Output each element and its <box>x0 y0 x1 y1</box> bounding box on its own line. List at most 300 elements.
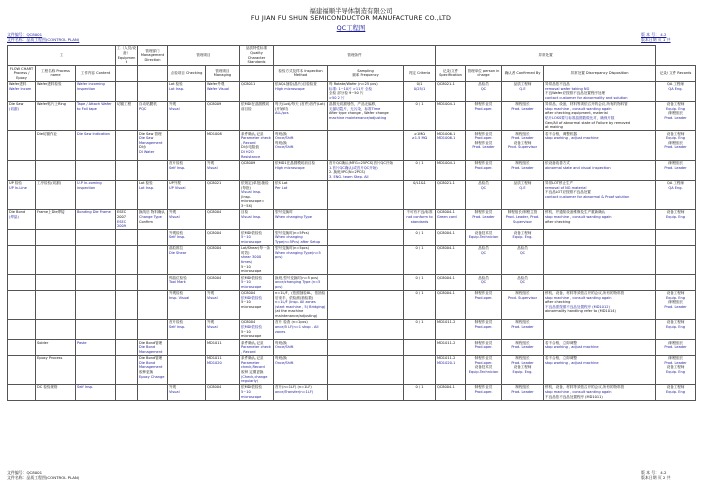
disposal-cell <box>544 355 656 384</box>
disposal-cell-line: 不良品需按照不良品处置程序 (MD1012) <box>545 304 610 309</box>
person-cell <box>466 290 502 319</box>
criteria-cell <box>404 290 436 319</box>
process-name-cell <box>36 180 76 209</box>
quality-std-cell-line: 5~10 microscope <box>241 235 262 244</box>
disposal-cell-line: 不良Wafer应按照不良品处置程序处理 <box>545 91 606 96</box>
sampling-cell <box>328 275 404 291</box>
spec-cell <box>436 245 466 274</box>
flow-cell <box>8 385 36 401</box>
confirmed-cell-line: Prod. Leader <box>511 360 534 365</box>
quality-std-cell-line: Parameter check,Record <box>241 360 265 370</box>
spec-cell-line: QC8021-1 <box>437 181 455 186</box>
equipment-cell <box>116 81 138 101</box>
flow-chart-header: FLOW CHART Process / Epoxy <box>8 66 36 82</box>
remark-cell-line: Equip. Eng <box>666 106 686 111</box>
managing-cell <box>206 320 240 340</box>
checking-cell <box>168 385 206 401</box>
inspection-cell-line: 每班/换 <box>275 140 287 145</box>
checking-cell <box>168 320 206 340</box>
sampling-cell <box>328 245 404 274</box>
criteria-cell <box>404 245 436 274</box>
inspection-cell-line: 每班/换 <box>275 356 287 361</box>
quality-std-cell <box>240 210 274 230</box>
person-cell <box>466 180 502 209</box>
group-abnormal-header: 异常处置 <box>436 46 656 66</box>
quality-std-cell-line: 依MDI依检验 <box>241 275 263 280</box>
person-cell-line: QC <box>480 86 487 91</box>
spec-cell-line: MD1006-1 <box>437 136 456 141</box>
control-plan-table <box>7 45 696 401</box>
sampling-cell-line: >50 2 片 <box>329 95 345 100</box>
process-name-cell-line: Frame上Die焊接 <box>37 210 65 215</box>
document-title: QC工程图 <box>336 24 366 32</box>
inspection-cell-line: once/5 LF(n=1 shop . All zones <box>275 325 319 334</box>
process-name-cell <box>36 355 76 384</box>
remark-cell-line: 设备工程师 <box>666 365 685 370</box>
criteria-cell-line: 0/L1&1 <box>413 181 426 186</box>
disposal-cell-line: stop working , adjust machine <box>545 136 599 141</box>
remark-cell <box>656 230 696 246</box>
remark-cell <box>656 131 696 160</box>
confirmed-cell-line: 制程组长 <box>515 320 530 325</box>
mgmt-dept-cell <box>138 160 168 180</box>
process-name-cell-line: Epoxy Process <box>37 356 63 361</box>
mgmt-dept-cell <box>138 290 168 319</box>
process-name-cell-line: Solder <box>37 340 49 345</box>
mgmt-dept-cell-line: Die Bond管理 <box>139 340 163 345</box>
work-content-cell <box>76 210 116 230</box>
person-cell <box>466 340 502 356</box>
criteria-cell-line: 0/1 <box>416 82 423 87</box>
mgmt-dept-cell <box>138 131 168 160</box>
quality-std-cell-line: (Insp. microscope= 3~5X) <box>241 194 265 209</box>
remark-cell-line: Prod. Leader <box>664 116 687 121</box>
disposal-cell-line: after checking,equipment, material <box>545 111 608 116</box>
equipment-cell <box>116 210 138 230</box>
confirmed-cell <box>502 245 544 274</box>
criteria-cell-line: 0 / 1 <box>415 246 424 251</box>
mgmt-dept-cell-line: DI水 <box>139 145 147 150</box>
managing-cell-line: Wafer Visual <box>207 86 230 91</box>
table-column-header <box>8 66 696 82</box>
header-file-name: 文件名称：品质工程图(CONTROL PLAN) <box>7 37 80 42</box>
quality-std-cell-line: 条件确认,记录 <box>241 356 264 361</box>
checking-cell <box>168 81 206 101</box>
person-cell-line: 品检员 <box>478 181 489 186</box>
confirmed-header: 确认者 Confirmed By <box>502 66 544 82</box>
quality-std-cell-line: (Check,change regularly) <box>241 374 268 384</box>
person-cell <box>466 355 502 384</box>
equipment-cell <box>116 340 138 356</box>
spec-cell <box>436 131 466 160</box>
group-process-header: 工 <box>8 46 116 66</box>
quality-std-cell-line: QC8004 <box>241 291 256 296</box>
spec-cell-line: MD1020-1 <box>437 360 456 365</box>
spec-cell <box>436 340 466 356</box>
person-cell-line: QC <box>480 280 487 285</box>
confirmed-cell-line: 设备工程师 <box>513 140 532 145</box>
spec-cell <box>436 101 466 130</box>
inspection-cell <box>274 320 328 340</box>
inspection-cell-line: When changing Type <box>275 215 312 220</box>
flow-cell <box>8 81 36 101</box>
confirmed-cell-line: 制程组长/制程主管 <box>507 210 538 215</box>
criteria-cell-line: ≥1MΩ <box>414 131 426 136</box>
person-cell-line: Prod.oper. <box>474 165 493 170</box>
inspection-cell-line: Once/Shift <box>275 360 294 365</box>
person-cell-line: Prod.oper. <box>474 360 493 365</box>
person-cell-line: 制程作业员 <box>474 160 493 165</box>
work-content-cell <box>76 230 116 246</box>
equipment-cell <box>116 245 138 274</box>
checking-cell <box>168 131 206 160</box>
person-cell-line: 品检员 <box>478 275 489 280</box>
process-name-cell-line: Die切割作业 <box>37 131 58 136</box>
confirmed-cell-line: Prod. Leader, Prod. Supervisor <box>505 215 540 224</box>
confirmed-cell <box>502 230 544 246</box>
checking-header: 点检项目 Checking <box>168 66 206 82</box>
work-content-cell-line: U.P In-coming inspection <box>77 181 102 190</box>
confirmed-cell-line: 制程组长 <box>515 131 530 136</box>
work-content-cell <box>76 160 116 180</box>
managing-cell-line: Visual <box>207 325 218 330</box>
sampling-cell-line: 每 Rotate/Wafer (n=25 pcs) <box>329 82 378 87</box>
mgmt-dept-cell-line: Lot Insp. <box>139 185 155 190</box>
quality-std-cell <box>240 81 274 101</box>
inspection-cell <box>274 290 328 319</box>
spec-cell <box>436 230 466 246</box>
disposal-cell <box>544 101 656 130</box>
quality-std-cell-line: 5~10 microscope <box>241 390 262 399</box>
remark-cell-line: Prod. Leader <box>664 145 687 150</box>
confirmed-cell-line: 品检员 <box>517 246 528 251</box>
sampling-cell-line: 全检 部分检 9~50 片 <box>329 91 364 96</box>
table-row <box>8 180 696 209</box>
table-row <box>8 81 696 101</box>
flow-cell <box>8 230 36 246</box>
quality-std-cell-line: 5~10 microscope <box>241 300 262 309</box>
inspection-cell-line: 型号变换时(n=5pcs) <box>275 246 310 251</box>
sampling-cell-line: 标准: 1~10片 >11片 全检 <box>329 86 373 91</box>
quality-std-cell <box>240 160 274 180</box>
criteria-cell-line: 0 / 1 <box>415 230 424 235</box>
remark-cell-line: /制程组长 <box>667 160 684 165</box>
managing-cell-line: MD1011 <box>207 340 222 345</box>
checking-cell-line: 外观 <box>169 385 177 390</box>
criteria-cell <box>404 81 436 101</box>
criteria-cell-line: 0 / 1 <box>415 291 424 296</box>
spec-cell-line: MD1004-1 <box>437 102 456 107</box>
work-content-cell <box>76 101 116 130</box>
person-cell-line: Prod.oper. <box>474 345 493 350</box>
checking-cell <box>168 210 206 230</box>
sampling-cell-line: 首片QC确认(MFG=25PCS)首片QC开始 <box>329 160 393 165</box>
checking-cell <box>168 230 206 246</box>
remark-cell-line: Equip. Eng <box>666 215 686 220</box>
confirmed-cell-line: 品质工程师 <box>513 181 532 186</box>
confirmed-cell <box>502 81 544 101</box>
remark-cell-line: 设备工程师 <box>666 131 685 136</box>
table-row <box>8 385 696 401</box>
inspection-cell-line: When changing Type(n=5 pcs) <box>275 250 321 260</box>
sampling-cell <box>328 290 404 319</box>
remark-cell-line: /制程组长 <box>667 340 684 345</box>
process-name-cell-line: Wafer进料检验 <box>37 82 62 87</box>
quality-std-cell <box>240 180 274 209</box>
spec-cell <box>436 275 466 291</box>
confirmed-cell-line: 制程组长 <box>515 385 530 390</box>
quality-std-cell-line: 目检 <box>241 210 249 215</box>
flow-cell <box>8 275 36 291</box>
checking-cell-line: 外观检验 <box>169 291 184 296</box>
checking-cell-line: Insp. Visual <box>169 295 190 300</box>
checking-cell-line: Self Insp. <box>169 325 186 330</box>
inspection-cell-line: Once/Shift <box>275 145 294 150</box>
managing-cell-line: 外观 <box>207 291 215 296</box>
equipment-cell-line: ESEC 2007 <box>117 210 127 220</box>
quality-std-cell <box>240 340 274 356</box>
header-version: 版 本 号： 4.2 <box>641 32 667 37</box>
spec-cell-line: MD1006-1 <box>437 131 456 136</box>
flow-cell-line: Wafer进料 <box>9 82 27 87</box>
work-content-cell <box>76 290 116 319</box>
remark-cell <box>656 320 696 340</box>
checking-cell <box>168 160 206 180</box>
quality-std-cell <box>240 131 274 160</box>
checking-cell-line: 外观 <box>169 102 177 107</box>
table-row <box>8 290 696 319</box>
mgmt-dept-cell <box>138 340 168 356</box>
managing-cell-line: QC8004 <box>207 385 222 390</box>
checking-cell-line: Tool Mark <box>169 280 186 285</box>
spec-cell-line: MD1004-1 <box>437 160 456 165</box>
inspection-cell <box>274 180 328 209</box>
checking-cell-line: Self Insp. <box>169 165 186 170</box>
disposal-cell-line: 不良品LOT应按照不良品处置 <box>545 190 591 195</box>
checking-cell-line: UP Visual <box>169 185 186 190</box>
person-cell <box>466 160 502 180</box>
person-cell-line: Prod.oper. <box>474 325 493 330</box>
confirmed-cell-line: Q.E <box>519 86 526 91</box>
process-name-cell <box>36 160 76 180</box>
group-check-header: 管理条件 <box>274 46 436 66</box>
spec-cell <box>436 180 466 209</box>
footer-version: 版 本 号： 4.2 <box>641 470 667 475</box>
person-cell <box>466 230 502 246</box>
confirmed-cell-line: 品质工程师 <box>513 82 532 87</box>
person-cell-line: 制程作业员 <box>474 385 493 390</box>
inspection-cell <box>274 101 328 130</box>
flow-cell <box>8 340 36 356</box>
quality-std-cell-line: 5~10 microscope <box>241 280 262 289</box>
managing-cell <box>206 160 240 180</box>
disposal-cell-line: 若不合格，立即调整 <box>545 356 577 361</box>
spec-cell <box>436 355 466 384</box>
managing-cell-line: QC8021 <box>207 181 222 186</box>
remark-header: 记录/ 文件 Records <box>656 66 696 82</box>
person-cell-line: 品检员 <box>478 246 489 251</box>
spec-cell-line: MD1011-2 <box>437 356 456 361</box>
spec-cell <box>436 290 466 319</box>
footer-file-info <box>7 470 79 480</box>
sampling-cell-line: 2. 换班/IPC(N=2PCS) <box>329 170 365 175</box>
spec-cell <box>436 385 466 401</box>
equipment-cell <box>116 385 138 401</box>
spec-cell-line: MD1011-2 <box>437 320 456 325</box>
managing-cell-line: 外观 <box>207 160 215 165</box>
header-version-info <box>641 32 671 42</box>
group-person-header: 管理项目 <box>168 46 240 66</box>
criteria-cell <box>404 275 436 291</box>
remark-cell-line: 设备工程师 <box>666 291 685 296</box>
confirmed-cell-line: 制程组长 <box>515 340 530 345</box>
work-content-cell <box>76 180 116 209</box>
checking-cell-line: Visual <box>169 106 180 111</box>
person-cell-line: Prod.oper. <box>474 295 493 300</box>
work-content-cell <box>76 320 116 340</box>
disposal-header: 异常处置 Discrepancy Disposition <box>544 66 656 82</box>
work-content-cell <box>76 245 116 274</box>
table-row <box>8 340 696 356</box>
equipment-cell <box>116 180 138 209</box>
disposal-cell-line: 异常品，设备，材料等须依召开的会议,所有的物料管 <box>545 102 628 107</box>
confirmed-cell-line: Prod. Leader <box>511 345 534 350</box>
inspection-cell <box>274 230 328 246</box>
remark-cell-line: Prod. Leader <box>664 165 687 170</box>
flow-cell <box>8 160 36 180</box>
disposal-cell-line: 异常LOT停止生产 <box>545 181 574 186</box>
process-name-cell <box>36 385 76 401</box>
disposal-cell <box>544 180 656 209</box>
remark-cell-line: QA Eng. <box>668 185 683 190</box>
disposal-cell <box>544 290 656 319</box>
confirmed-cell <box>502 290 544 319</box>
person-cell-line: Equip.Technician <box>468 235 499 240</box>
person-cell-line: 制程作业员 <box>474 140 493 145</box>
checking-cell-line: Lot Insp. <box>169 86 185 91</box>
work-content-cell <box>76 275 116 291</box>
work-content-cell <box>76 81 116 101</box>
remark-cell-line: /制程组长 <box>667 356 684 361</box>
spec-cell-line: QC8004-1 <box>437 291 455 296</box>
spec-cell-line: QC8004-1 <box>437 385 455 390</box>
disposal-cell <box>544 210 656 230</box>
process-name-cell <box>36 81 76 101</box>
header-page: 版本日期 页 1 共 <box>641 37 671 42</box>
confirmed-cell-line: Prod. Leader <box>511 136 534 141</box>
inspection-header: 检验方式及样本 Inspection Method <box>274 66 328 82</box>
person-cell-line: Prod.oper. <box>474 136 493 141</box>
process-name-cell <box>36 320 76 340</box>
table-row <box>8 101 696 130</box>
disposal-cell <box>544 160 656 180</box>
equipment-cell <box>116 355 138 384</box>
inspection-cell-line: (at the machine maintenance/adjusting) <box>275 309 318 319</box>
criteria-cell <box>404 385 436 401</box>
company-name-en: FU JIAN FU SHUN SEMICONDUCTOR MANUFACTURE CO.,LTD <box>250 14 452 22</box>
person-cell <box>466 385 502 401</box>
criteria-cell <box>404 101 436 130</box>
work-content-cell-line: Wafer incoming inspection <box>77 82 105 91</box>
managing-cell <box>206 101 240 130</box>
remark-cell-line: QA Eng. <box>668 86 683 91</box>
equipment-cell-line: 切割工程 <box>117 102 132 107</box>
checking-cell-line: 外观 <box>169 210 177 215</box>
disposal-cell-line: stop working , adjust machine <box>545 345 599 350</box>
managing-cell <box>206 210 240 230</box>
sampling-cell <box>328 131 404 160</box>
confirmed-cell <box>502 275 544 291</box>
confirmed-cell <box>502 101 544 130</box>
spec-cell <box>436 81 466 101</box>
person-cell-line: QC <box>480 185 487 190</box>
inspection-cell <box>274 210 328 230</box>
mgmt-dept-header: 管理部门 Management Direction <box>138 46 168 66</box>
mgmt-dept-cell-line: Die Bond管理 <box>139 356 163 361</box>
checking-cell-line: Lot 检验 <box>169 82 183 87</box>
equipment-cell <box>116 230 138 246</box>
managing-cell <box>206 355 240 384</box>
table-row <box>8 210 696 230</box>
criteria-cell-line: 不可有不良/标准 <box>406 210 433 215</box>
checking-cell <box>168 355 206 384</box>
inspection-cell-line: 首片 检查 (n=1pcs) <box>275 320 308 325</box>
table-row <box>8 230 696 246</box>
process-name-cell <box>36 340 76 356</box>
confirmed-cell-line: Equip. Eng. <box>512 235 533 240</box>
equipment-header: 工（人员/设备）Equipment <box>117 46 136 65</box>
managing-cell <box>206 340 240 356</box>
criteria-cell-line: 0 / 1 <box>415 320 424 325</box>
remark-cell-line: Equip. Eng <box>666 369 686 374</box>
spec-cell-line: QC8004-1 <box>437 210 455 215</box>
inspection-cell-line: 依S Lot <box>275 181 288 186</box>
work-content-cell-line: Paste <box>77 340 87 345</box>
managing-header: 管理项目 Managing <box>206 66 240 82</box>
disposal-cell-line: Gen/All of abnormal state of Failure by removed <box>545 120 631 125</box>
managing-cell <box>206 81 240 101</box>
flow-cell <box>8 355 36 384</box>
quality-std-cell-line: 依MDI依检验 <box>241 230 263 235</box>
inspection-cell-line: 每天(Lot)/每天 (首件)首件(Lot)(开始时) <box>275 102 325 111</box>
sampling-cell-line: 晶圆无切割划伤，产品无偏移， <box>329 102 379 107</box>
confirmed-cell-line: 制程组长 <box>515 356 530 361</box>
confirmed-cell <box>502 385 544 401</box>
remark-cell-line: Prod. Leader <box>664 360 687 365</box>
spec-cell-line: MD1011-2 <box>437 340 456 345</box>
spec-cell <box>436 320 466 340</box>
person-cell-line: 制程作业员 <box>474 291 493 296</box>
company-name-cn: 福建福顺半导体制造有限公司 <box>309 7 393 15</box>
inspection-cell <box>274 131 328 160</box>
criteria-cell-line: 0 / 1 <box>415 102 424 107</box>
checking-cell-line: 焊晶位检验 <box>169 275 187 280</box>
inspection-cell <box>274 81 328 101</box>
criteria-cell-line: 0 / 1 <box>415 385 424 390</box>
quality-std-cell-line: Lot/Shear(每一条时效) <box>241 246 271 255</box>
quality-std-cell-line: shear 3000 times/ <box>241 255 262 264</box>
inspection-cell <box>274 275 328 291</box>
mgmt-dept-cell-line: Confirm <box>139 219 153 224</box>
remark-cell-line: Equip. Eng <box>666 295 686 300</box>
disposal-cell <box>544 131 656 160</box>
inspection-cell-line: once/changing Type (n=5 pcs) <box>275 280 321 289</box>
person-cell-line: 品检员 <box>478 82 489 87</box>
checking-cell <box>168 245 206 274</box>
managing-cell-line: QC8004 <box>207 230 222 235</box>
inspection-cell-line: 依MD1在晶圆模切前目检 <box>275 160 315 165</box>
person-cell-line: 制程作业员 <box>474 210 493 215</box>
